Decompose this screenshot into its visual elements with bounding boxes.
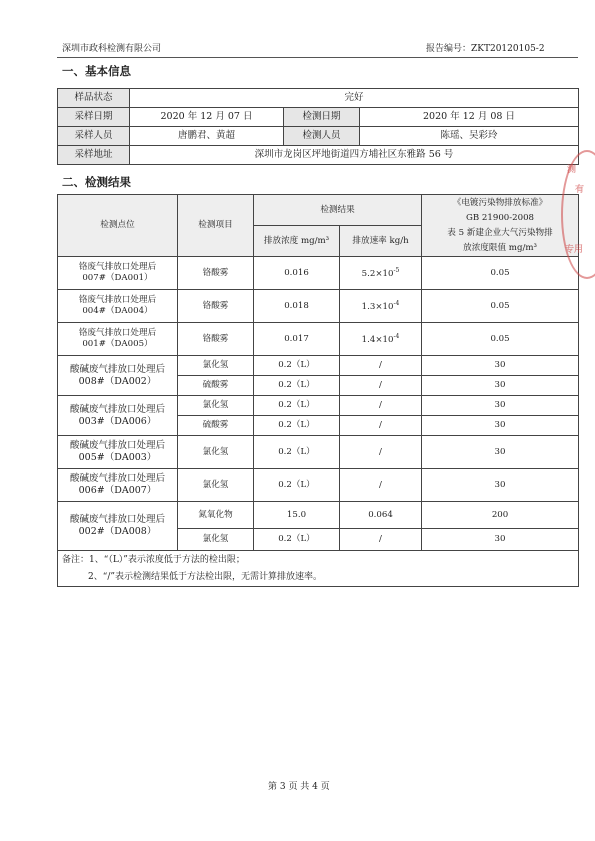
seal-char-c: 专用 [565,245,584,255]
table-row [58,89,579,108]
rate-cell: / [340,436,422,469]
rate-base: 1.3×10 [361,301,394,312]
item-cell: 铬酸雾 [178,290,254,323]
tester-label: 检测人员 [284,127,360,146]
limit-cell: 0.05 [422,290,579,323]
rate-cell: / [340,416,422,436]
rate-cell: 0.064 [340,502,422,529]
point-line-2: 003#（DA006） [78,415,157,427]
standard-line-2: GB 21900-2008 [466,212,535,223]
table-row [58,356,579,376]
sample-date-label: 采样日期 [58,108,130,127]
rate-cell: / [340,356,422,376]
limit-cell: 30 [422,376,579,396]
concentration-cell: 0.2（L） [254,469,340,502]
basic-info-table [57,88,579,165]
point-cell [58,323,178,356]
table-header-row [58,195,579,226]
rate-cell: / [340,376,422,396]
point-line-2: 004#（DA004） [82,306,153,316]
limit-cell: 0.05 [422,323,579,356]
point-line-2: 008#（DA002） [78,375,157,387]
section-title-results: 二、检测结果 [62,175,131,189]
seal-char-b: 有 [575,185,585,195]
point-line-1: 铬废气排放口处理后 [78,262,157,273]
concentration-cell: 15.0 [254,502,340,529]
company-name: 深圳市政科检测有限公司 [62,44,162,54]
point-line-1: 酸碱废气排放口处理后 [69,403,165,415]
point-cell [58,257,178,290]
item-cell: 氯化氢 [178,529,254,551]
status-label: 样品状态 [58,89,130,108]
tester-value: 陈瑶、吴彩玲 [360,127,579,146]
address-label: 采样地址 [58,146,130,165]
item-cell: 铬酸雾 [178,257,254,290]
point-line-1: 酸碱废气排放口处理后 [69,514,165,526]
header-standard [422,195,579,257]
table-row [58,257,579,290]
table-row [58,290,579,323]
point-line-1: 酸碱废气排放口处理后 [69,440,165,452]
point-cell [58,502,178,551]
header-results: 检测结果 [254,195,422,226]
status-value: 完好 [130,89,579,108]
limit-cell: 30 [422,356,579,376]
table-row [58,396,579,416]
rate-cell [340,323,422,356]
header-point: 检测点位 [58,195,178,257]
limit-cell: 30 [422,396,579,416]
table-row [58,127,579,146]
concentration-cell: 0.2（L） [254,396,340,416]
limit-cell: 30 [422,416,579,436]
test-date-label: 检测日期 [284,108,360,127]
rate-cell [340,290,422,323]
item-cell: 氯化氢 [178,396,254,416]
table-row [58,469,579,502]
rate-exponent: -4 [393,299,400,307]
point-cell [58,469,178,502]
concentration-cell: 0.017 [254,323,340,356]
header-concentration: 排放浓度 mg/m³ [254,226,340,257]
item-cell: 氯化氢 [178,356,254,376]
table-row [58,436,579,469]
item-cell: 氯化氢 [178,436,254,469]
item-cell: 硫酸雾 [178,376,254,396]
header-rule [57,57,578,58]
notes-row [58,551,579,587]
sampler-label: 采样人员 [58,127,130,146]
concentration-cell: 0.2（L） [254,356,340,376]
concentration-cell: 0.018 [254,290,340,323]
concentration-cell: 0.2（L） [254,529,340,551]
item-cell: 硫酸雾 [178,416,254,436]
point-line-2: 002#（DA008） [78,526,157,537]
results-table [57,194,579,587]
point-line-2: 006#（DA007） [78,485,157,496]
item-cell: 铬酸雾 [178,323,254,356]
sampler-value: 唐鹏君、黄超 [130,127,284,146]
point-line-2: 005#（DA003） [78,452,157,463]
rate-exponent: -4 [393,332,400,340]
point-cell [58,356,178,396]
point-line-2: 001#（DA005） [82,339,153,349]
limit-cell: 200 [422,502,579,529]
limit-cell: 30 [422,469,579,502]
point-line-1: 铬废气排放口处理后 [78,295,157,306]
limit-cell: 0.05 [422,257,579,290]
point-cell [58,396,178,436]
header-rate: 排放速率 kg/h [340,226,422,257]
rate-cell [340,257,422,290]
standard-line-3: 表 5 新建企业大气污染物排 [447,227,553,238]
standard-line-1: 《电镀污染物排放标准》 [452,197,548,208]
rate-cell: / [340,469,422,502]
test-date-value: 2020 年 12 月 08 日 [360,108,579,127]
table-row [58,323,579,356]
rate-cell: / [340,529,422,551]
point-line-1: 酸碱废气排放口处理后 [69,363,165,375]
limit-cell: 30 [422,436,579,469]
section-title-basic-info: 一、基本信息 [62,64,131,78]
standard-line-4: 放浓度限值 mg/m³ [463,242,537,253]
concentration-cell: 0.2（L） [254,376,340,396]
limit-cell: 30 [422,529,579,551]
table-row [58,108,579,127]
notes-cell [58,551,579,587]
sample-date-value: 2020 年 12 月 07 日 [130,108,284,127]
rate-base: 5.2×10 [361,268,394,279]
point-cell [58,290,178,323]
point-line-1: 铬废气排放口处理后 [78,328,157,339]
note-1: 备注：1、“（L）”表示浓度低于方法的检出限； [62,554,245,565]
page-number: 第 3 页 共 4 页 [268,782,330,792]
report-number: 报告编号：ZKT20120105-2 [426,44,545,54]
concentration-cell: 0.2（L） [254,416,340,436]
seal-char-a: 测 [567,165,577,175]
item-cell: 氯化氢 [178,469,254,502]
rate-exponent: -5 [393,266,400,274]
header-item: 检测项目 [178,195,254,257]
address-value: 深圳市龙岗区坪地街道四方埔社区东雅路 56 号 [130,146,579,165]
concentration-cell: 0.2（L） [254,436,340,469]
item-cell: 氮氧化物 [178,502,254,529]
note-2: 2、“/”表示检测结果低于方法检出限，无需计算排放速率。 [88,571,322,582]
concentration-cell: 0.016 [254,257,340,290]
table-row [58,502,579,529]
point-line-1: 酸碱废气排放口处理后 [69,473,165,485]
point-line-2: 007#（DA001） [82,273,153,283]
rate-base: 1.4×10 [361,334,394,345]
point-cell [58,436,178,469]
table-row [58,146,579,165]
rate-cell: / [340,396,422,416]
